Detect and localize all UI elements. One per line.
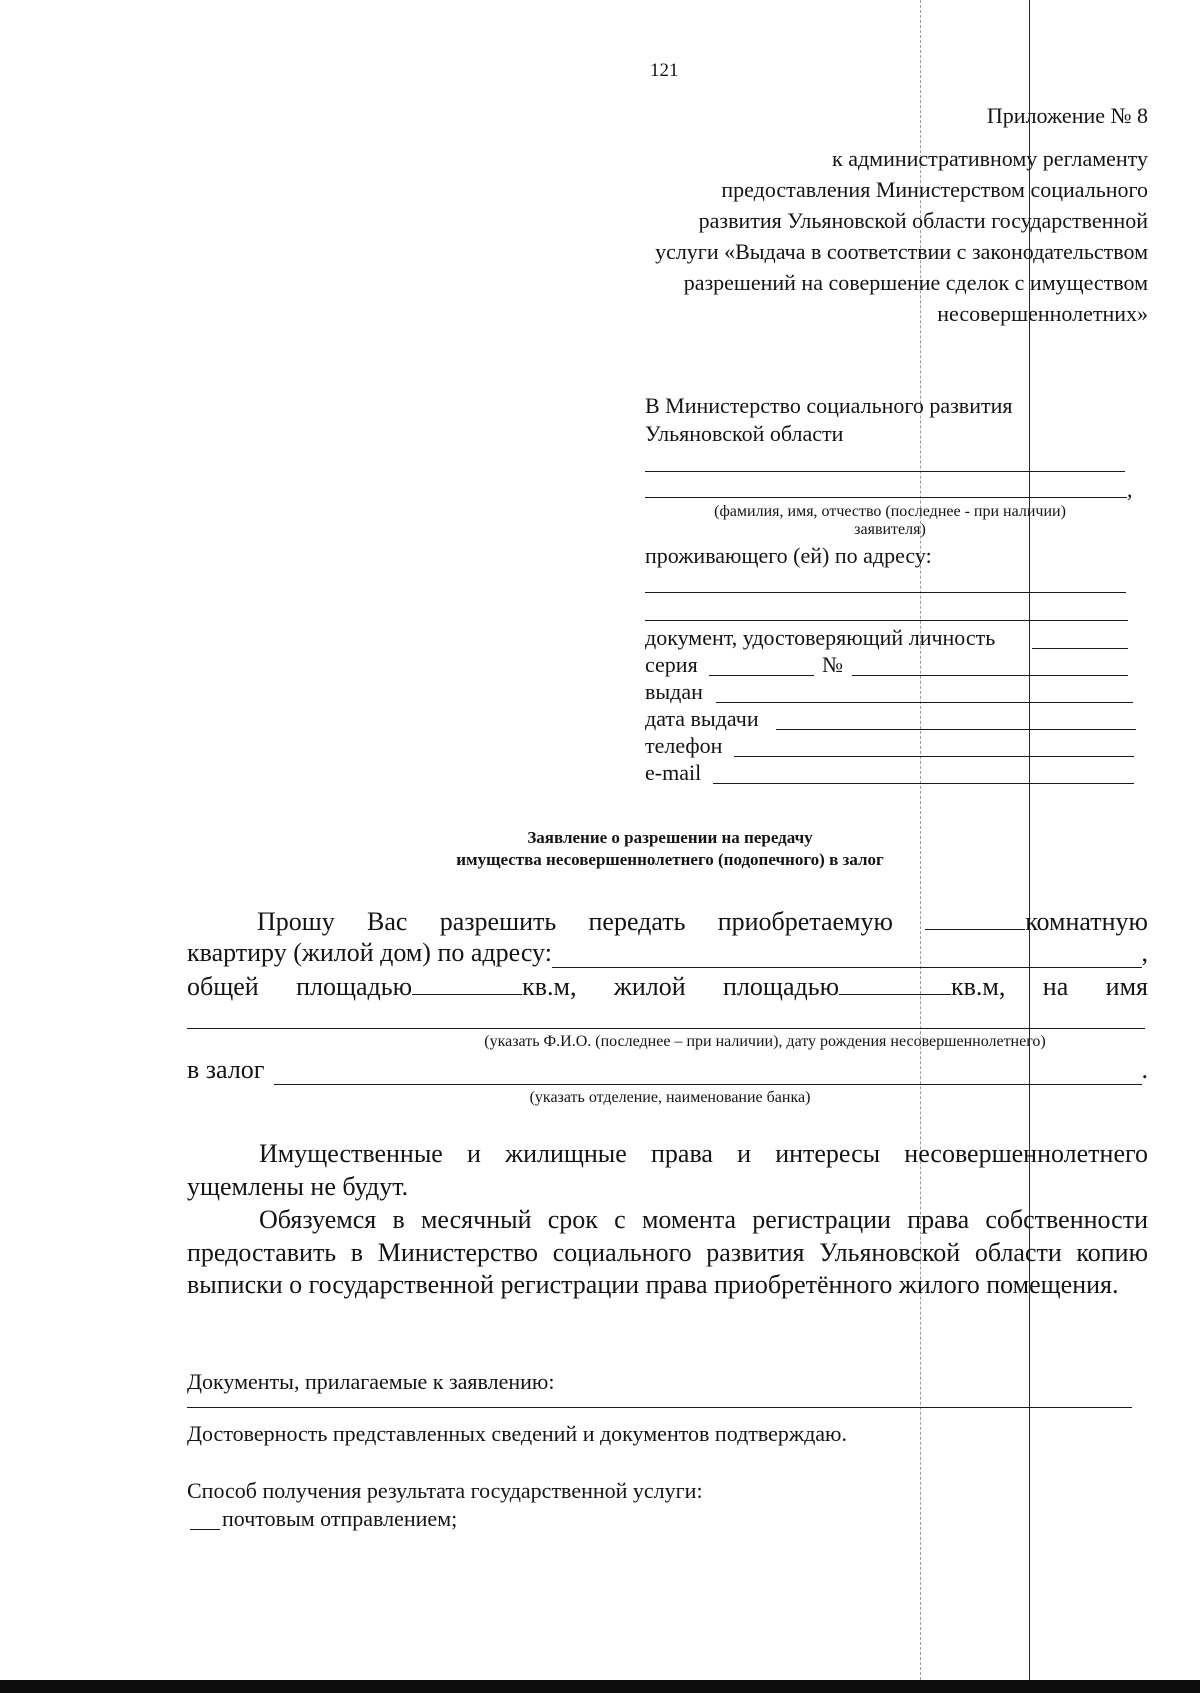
attached-documents-field[interactable] [187, 1407, 1132, 1408]
bank-hint: (указать отделение, наименование банка) [529, 1089, 811, 1106]
residence-label: проживающего (ей) по адресу: [645, 543, 932, 568]
request-word: общей [187, 972, 259, 1001]
regulation-line: развития Ульяновской области государственной [698, 208, 1148, 233]
request-word: площадью [723, 972, 840, 1001]
page-number: 121 [650, 60, 679, 81]
regulation-line: несовершеннолетних» [937, 301, 1148, 326]
series-label: серия [645, 652, 698, 677]
request-word: передать [588, 907, 686, 936]
address-comma: , [1141, 938, 1148, 967]
title-line: имущества несовершеннолетнего (подопечного) в залог [456, 850, 884, 869]
fio-hint [670, 503, 1110, 539]
attached-documents-label: Документы, прилагаемые к заявлению: [187, 1369, 555, 1394]
series-field[interactable] [709, 675, 814, 676]
request-word: Прошу [257, 907, 335, 936]
confirmation-statement: Достоверность представленных сведений и документов подтверждаю. [187, 1421, 847, 1446]
request-line-1 [257, 905, 1148, 937]
number-sign: № [822, 652, 843, 677]
pledge-period: . [1141, 1055, 1148, 1084]
request-word: кв.м, [522, 972, 577, 1001]
residence-field-2[interactable] [645, 620, 1128, 621]
request-line-3 [187, 970, 1148, 1002]
name-field-comma: , [1127, 477, 1133, 502]
minor-info-hint: (указать Ф.И.О. (последнее – при наличии), дату рождения несовершеннолетнего) [484, 1033, 1046, 1050]
fio-hint-line: заявителя) [854, 521, 926, 538]
email-label: e-mail [645, 760, 702, 785]
phone-field[interactable] [734, 756, 1134, 757]
address-label: квартиру (жилой дом) по адресу: [187, 938, 552, 967]
email-field[interactable] [713, 783, 1134, 784]
postal-checkbox-field[interactable] [190, 1529, 220, 1530]
request-word: кв.м, [951, 972, 1006, 1001]
request-word: имя [1105, 972, 1148, 1001]
addressee-line-1: В Министерство социального развития [645, 393, 1013, 418]
regulation-line: предоставления Министерством социального [721, 177, 1148, 202]
pledge-line [187, 1055, 1148, 1085]
residence-field-1[interactable] [645, 592, 1126, 593]
addressee-line-2: Ульяновской области [645, 421, 844, 446]
obligation-statement: Обязуемся в месячный срок с момента регистрации права собственности предоставить в Министерство социального развития Ульяновской области копию выписки о государственной регистрации права приобретённого жилого помещения. [187, 1205, 1148, 1299]
regulation-line: разрешений на совершение сделок с имуществом [683, 270, 1148, 295]
minor-info-field[interactable] [187, 1028, 1145, 1029]
request-word: комнатную [1025, 907, 1148, 936]
issue-date-label: дата выдачи [645, 706, 759, 731]
issued-label: выдан [645, 679, 703, 704]
number-field[interactable] [852, 675, 1128, 676]
issue-date-field[interactable] [776, 729, 1136, 730]
living-area-field[interactable] [839, 970, 951, 995]
id-document-field[interactable] [1032, 648, 1128, 649]
delivery-method-label: Способ получения результата государственной услуги: [187, 1478, 703, 1503]
postal-option-label: почтовым отправлением; [222, 1506, 458, 1531]
appendix-label: Приложение № 8 [986, 103, 1148, 128]
document-title [0, 827, 1200, 871]
request-word: Вас [367, 907, 408, 936]
issued-field[interactable] [716, 702, 1133, 703]
pledge-label: в залог [187, 1055, 265, 1084]
applicant-name-field-2[interactable] [645, 497, 1127, 498]
request-word: жилой [613, 972, 686, 1001]
bank-field[interactable] [274, 1060, 1141, 1085]
rooms-count-field[interactable] [925, 905, 1025, 930]
request-word: на [1042, 972, 1069, 1001]
regulation-reference [655, 143, 1148, 329]
request-line-2 [187, 938, 1148, 968]
regulation-line: к административному регламенту [832, 146, 1148, 171]
fio-hint-line: (фамилия, имя, отчество (последнее - при наличии) [714, 503, 1066, 520]
applicant-name-field-1[interactable] [645, 471, 1125, 472]
request-word: площадью [296, 972, 413, 1001]
id-document-label: документ, удостоверяющий личность [645, 625, 996, 650]
phone-label: телефон [645, 733, 723, 758]
rights-statement: Имущественные и жилищные права и интересы несовершеннолетнего ущемлены не будут. [187, 1139, 1148, 1201]
total-area-field[interactable] [412, 970, 522, 995]
request-word: разрешить [439, 907, 557, 936]
scan-bottom-edge [0, 1680, 1200, 1693]
regulation-line: услуги «Выдача в соответствии с законодательством [655, 239, 1148, 264]
property-address-field[interactable] [552, 943, 1142, 968]
title-line: Заявление о разрешении на передачу [527, 828, 813, 847]
request-word: приобретаемую [717, 907, 893, 936]
